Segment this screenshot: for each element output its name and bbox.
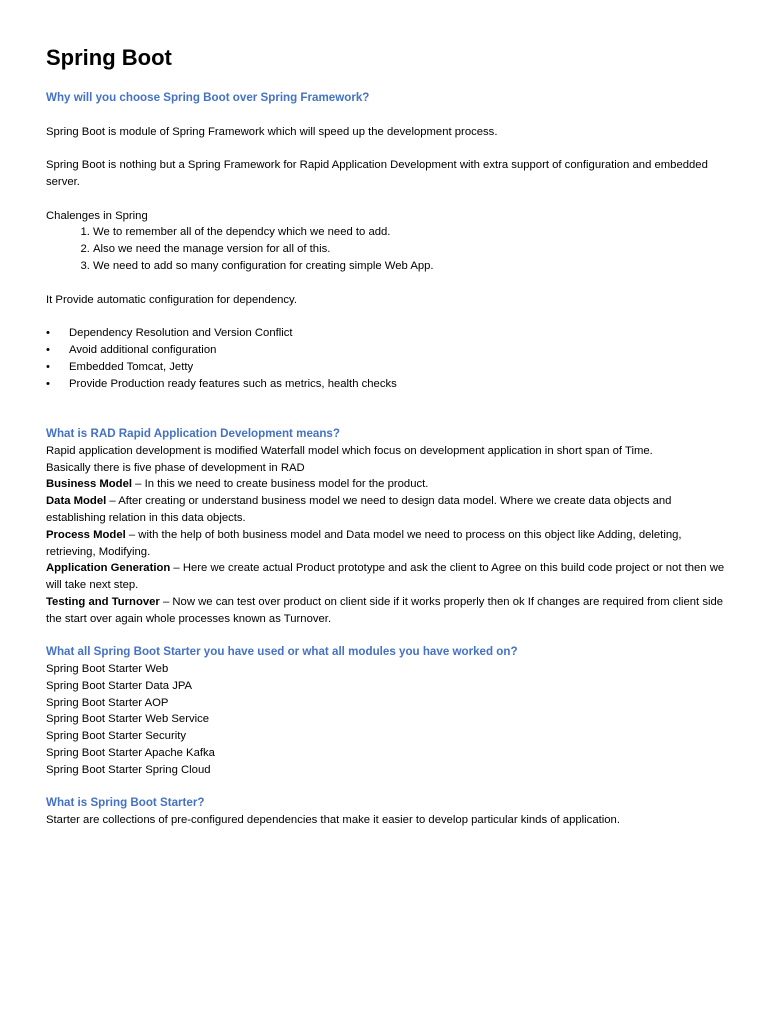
starter-item: Spring Boot Starter Data JPA xyxy=(46,679,193,692)
phase-term: Testing and Turnover xyxy=(46,595,160,608)
phase-item xyxy=(46,594,726,628)
phase-item xyxy=(46,493,726,527)
phase-desc: – with the help of both business model and Data model we need to process on this object like Adding, deleting, retrieving, Modifying. xyxy=(46,528,682,558)
starter-item: Spring Boot Starter AOP xyxy=(46,696,169,709)
paragraph: Rapid application development is modified Waterfall model which focus on development application in short span of Time. xyxy=(46,444,653,457)
phase-desc: – In this we need to create business model for the product. xyxy=(132,478,429,491)
paragraph: Spring Boot is module of Spring Framework which will speed up the development process. xyxy=(46,125,498,138)
phase-item xyxy=(46,560,726,594)
starter-item: Spring Boot Starter Spring Cloud xyxy=(46,763,211,776)
starter-item: Spring Boot Starter Apache Kafka xyxy=(46,747,215,760)
starter-item: Spring Boot Starter Web Service xyxy=(46,713,210,726)
document-title: Spring Boot xyxy=(46,45,172,70)
phase-desc: – After creating or understand business model we need to design data model. Where we create data objects and establishing relation in this data objects. xyxy=(46,495,672,524)
phase-item xyxy=(46,476,726,493)
phase-item xyxy=(46,527,726,561)
paragraph: Starter are collections of pre-configured dependencies that make it easier to develop particular kinds of application. xyxy=(46,814,620,827)
list-item: • Embedded Tomcat, Jetty xyxy=(69,359,726,376)
list-item: 3. We need to add so many configuration for creating simple Web App. xyxy=(93,258,726,275)
paragraph: Basically there is five phase of development in RAD xyxy=(46,461,305,474)
paragraph: Spring Boot is nothing but a Spring Framework for Rapid Application Development with extra support of configuration and embedded server. xyxy=(46,159,708,188)
question-heading: What is Spring Boot Starter? xyxy=(46,796,205,810)
phase-desc: – Now we can test over product on client side if it works properly then ok If changes are required from client side the start over again whole processes known as Turnover. xyxy=(46,595,724,625)
paragraph: Chalenges in Spring xyxy=(46,209,148,222)
question-heading: What all Spring Boot Starter you have used or what all modules you have worked on? xyxy=(46,645,518,659)
document-page xyxy=(46,44,726,829)
starter-item: Spring Boot Starter Security xyxy=(46,730,187,743)
phase-term: Business Model xyxy=(46,478,133,491)
starter-item: Spring Boot Starter Web xyxy=(46,663,169,676)
challenges-list xyxy=(46,224,726,274)
phase-term: Application Generation xyxy=(46,562,171,575)
list-item: 1. We to remember all of the dependcy which we need to add. xyxy=(93,224,726,241)
list-item: 2. Also we need the manage version for all of this. xyxy=(93,241,726,258)
list-item: • Provide Production ready features such as metrics, health checks xyxy=(69,376,726,393)
phase-term: Data Model xyxy=(46,495,107,508)
features-list xyxy=(46,325,726,392)
question-heading: What is RAD Rapid Application Development means? xyxy=(46,426,340,440)
phase-term: Process Model xyxy=(46,528,126,541)
list-item: • Dependency Resolution and Version Conflict xyxy=(69,325,726,342)
list-item: • Avoid additional configuration xyxy=(69,342,726,359)
question-heading: Why will you choose Spring Boot over Spring Framework? xyxy=(46,91,370,104)
paragraph: It Provide automatic configuration for dependency. xyxy=(46,293,297,306)
phase-desc: – Here we create actual Product prototype and ask the client to Agree on this build code project or not then we will take next step. xyxy=(46,562,725,592)
